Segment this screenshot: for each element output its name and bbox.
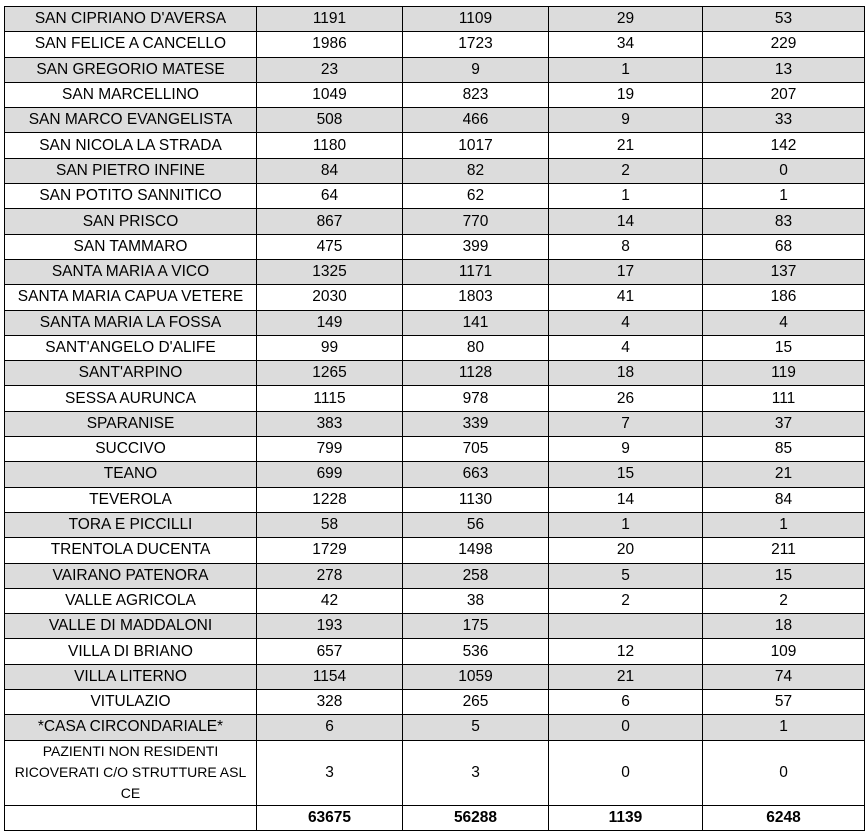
col2-cell: 339 — [403, 411, 549, 436]
municipality-cell: SAN PRISCO — [5, 209, 257, 234]
municipality-cell: VITULAZIO — [5, 690, 257, 715]
col3-cell: 7 — [549, 411, 703, 436]
col3-cell: 0 — [549, 740, 703, 805]
col3-cell: 1 — [549, 57, 703, 82]
table-row — [5, 639, 865, 664]
col3-cell: 8 — [549, 234, 703, 259]
col1-cell: 99 — [257, 335, 403, 360]
col2-cell: 1171 — [403, 259, 549, 284]
col1-cell: 58 — [257, 512, 403, 537]
municipality-cell: SANT'ANGELO D'ALIFE — [5, 335, 257, 360]
col3-cell: 12 — [549, 639, 703, 664]
table-row — [5, 285, 865, 310]
col2-cell: 1128 — [403, 361, 549, 386]
col4-cell: 18 — [703, 614, 865, 639]
col1-cell: 84 — [257, 158, 403, 183]
col1-cell: 1325 — [257, 259, 403, 284]
col4-cell: 1 — [703, 184, 865, 209]
col4-cell: 13 — [703, 57, 865, 82]
col3-cell: 29 — [549, 7, 703, 32]
col3-cell: 5 — [549, 563, 703, 588]
col1-cell: 1191 — [257, 7, 403, 32]
totals-row — [5, 805, 865, 830]
municipality-cell: VAIRANO PATENORA — [5, 563, 257, 588]
col1-cell: 475 — [257, 234, 403, 259]
col2-cell: 38 — [403, 588, 549, 613]
col4-cell: 186 — [703, 285, 865, 310]
col3-cell — [549, 614, 703, 639]
col1-cell: 278 — [257, 563, 403, 588]
col3-cell: 41 — [549, 285, 703, 310]
col4-cell: 109 — [703, 639, 865, 664]
col1-cell: 193 — [257, 614, 403, 639]
municipality-cell: SAN TAMMARO — [5, 234, 257, 259]
table-body — [5, 7, 865, 831]
col2-cell: 705 — [403, 437, 549, 462]
col4-cell: 57 — [703, 690, 865, 715]
municipality-cell: SAN POTITO SANNITICO — [5, 184, 257, 209]
col2-cell: 9 — [403, 57, 549, 82]
col4-cell: 53 — [703, 7, 865, 32]
table-row — [5, 209, 865, 234]
col1-cell: 1265 — [257, 361, 403, 386]
col1-cell: 657 — [257, 639, 403, 664]
totals-col4-cell: 6248 — [703, 805, 865, 830]
col4-cell: 68 — [703, 234, 865, 259]
col4-cell: 2 — [703, 588, 865, 613]
col3-cell: 15 — [549, 462, 703, 487]
municipality-cell: SAN MARCELLINO — [5, 82, 257, 107]
municipality-cell: SANTA MARIA A VICO — [5, 259, 257, 284]
table-row — [5, 563, 865, 588]
municipality-cell: *CASA CIRCONDARIALE* — [5, 715, 257, 740]
col2-cell: 265 — [403, 690, 549, 715]
col2-cell: 1130 — [403, 487, 549, 512]
col4-cell: 137 — [703, 259, 865, 284]
col2-cell: 770 — [403, 209, 549, 234]
municipality-cell: VALLE AGRICOLA — [5, 588, 257, 613]
municipality-cell: SPARANISE — [5, 411, 257, 436]
col4-cell: 207 — [703, 82, 865, 107]
col2-cell: 175 — [403, 614, 549, 639]
col1-cell: 1228 — [257, 487, 403, 512]
col1-cell: 799 — [257, 437, 403, 462]
municipality-cell: TRENTOLA DUCENTA — [5, 538, 257, 563]
col2-cell: 1017 — [403, 133, 549, 158]
totals-col2-cell: 56288 — [403, 805, 549, 830]
municipality-cell: VILLA LITERNO — [5, 664, 257, 689]
municipality-cell: PAZIENTI NON RESIDENTI RICOVERATI C/O STRUTTURE ASL CE — [5, 740, 257, 805]
municipality-cell: VILLA DI BRIANO — [5, 639, 257, 664]
col4-cell: 4 — [703, 310, 865, 335]
col4-cell: 15 — [703, 563, 865, 588]
col4-cell: 85 — [703, 437, 865, 462]
table-row — [5, 715, 865, 740]
table-row — [5, 487, 865, 512]
table-row — [5, 614, 865, 639]
municipality-cell: SAN FELICE A CANCELLO — [5, 32, 257, 57]
col1-cell: 1180 — [257, 133, 403, 158]
col4-cell: 111 — [703, 386, 865, 411]
table-row — [5, 512, 865, 537]
col4-cell: 1 — [703, 715, 865, 740]
col2-cell: 399 — [403, 234, 549, 259]
municipality-cell: SAN CIPRIANO D'AVERSA — [5, 7, 257, 32]
col4-cell: 1 — [703, 512, 865, 537]
data-table — [4, 6, 865, 831]
totals-col3-cell: 1139 — [549, 805, 703, 830]
col3-cell: 6 — [549, 690, 703, 715]
col1-cell: 867 — [257, 209, 403, 234]
col3-cell: 9 — [549, 108, 703, 133]
col4-cell: 74 — [703, 664, 865, 689]
municipality-cell: SANTA MARIA CAPUA VETERE — [5, 285, 257, 310]
col2-cell: 1059 — [403, 664, 549, 689]
col1-cell: 1986 — [257, 32, 403, 57]
col3-cell: 19 — [549, 82, 703, 107]
col1-cell: 1729 — [257, 538, 403, 563]
col2-cell: 978 — [403, 386, 549, 411]
table-row — [5, 538, 865, 563]
municipality-cell: TEVEROLA — [5, 487, 257, 512]
col1-cell: 328 — [257, 690, 403, 715]
col3-cell: 9 — [549, 437, 703, 462]
table-row — [5, 411, 865, 436]
col3-cell: 20 — [549, 538, 703, 563]
col2-cell: 466 — [403, 108, 549, 133]
col2-cell: 3 — [403, 740, 549, 805]
municipality-cell: SAN NICOLA LA STRADA — [5, 133, 257, 158]
table-row — [5, 664, 865, 689]
table-row — [5, 259, 865, 284]
municipality-cell: TEANO — [5, 462, 257, 487]
col2-cell: 56 — [403, 512, 549, 537]
col4-cell: 0 — [703, 158, 865, 183]
col4-cell: 0 — [703, 740, 865, 805]
col1-cell: 64 — [257, 184, 403, 209]
col1-cell: 383 — [257, 411, 403, 436]
col3-cell: 2 — [549, 158, 703, 183]
col2-cell: 1803 — [403, 285, 549, 310]
col2-cell: 823 — [403, 82, 549, 107]
col2-cell: 536 — [403, 639, 549, 664]
col4-cell: 15 — [703, 335, 865, 360]
municipality-cell: SAN MARCO EVANGELISTA — [5, 108, 257, 133]
municipality-cell: VALLE DI MADDALONI — [5, 614, 257, 639]
col4-cell: 33 — [703, 108, 865, 133]
col2-cell: 82 — [403, 158, 549, 183]
col3-cell: 1 — [549, 512, 703, 537]
col3-cell: 34 — [549, 32, 703, 57]
col3-cell: 1 — [549, 184, 703, 209]
totals-col1-cell: 63675 — [257, 805, 403, 830]
municipality-cell: SUCCIVO — [5, 437, 257, 462]
col1-cell: 23 — [257, 57, 403, 82]
table-row — [5, 690, 865, 715]
col1-cell: 508 — [257, 108, 403, 133]
col1-cell: 1049 — [257, 82, 403, 107]
col3-cell: 21 — [549, 664, 703, 689]
municipality-cell: TORA E PICCILLI — [5, 512, 257, 537]
table-row — [5, 740, 865, 805]
col1-cell: 6 — [257, 715, 403, 740]
municipality-cell: SANTA MARIA LA FOSSA — [5, 310, 257, 335]
table-row — [5, 437, 865, 462]
col2-cell: 141 — [403, 310, 549, 335]
table-row — [5, 462, 865, 487]
col4-cell: 84 — [703, 487, 865, 512]
col4-cell: 142 — [703, 133, 865, 158]
table-row — [5, 7, 865, 32]
table-row — [5, 158, 865, 183]
col2-cell: 5 — [403, 715, 549, 740]
municipality-cell: SESSA AURUNCA — [5, 386, 257, 411]
col4-cell: 37 — [703, 411, 865, 436]
col3-cell: 14 — [549, 487, 703, 512]
col1-cell: 2030 — [257, 285, 403, 310]
table-row — [5, 108, 865, 133]
col1-cell: 149 — [257, 310, 403, 335]
col2-cell: 663 — [403, 462, 549, 487]
col3-cell: 0 — [549, 715, 703, 740]
col1-cell: 699 — [257, 462, 403, 487]
col3-cell: 4 — [549, 310, 703, 335]
col1-cell: 1154 — [257, 664, 403, 689]
col2-cell: 80 — [403, 335, 549, 360]
municipality-cell: SAN PIETRO INFINE — [5, 158, 257, 183]
table-row — [5, 361, 865, 386]
col2-cell: 258 — [403, 563, 549, 588]
table-row — [5, 82, 865, 107]
totals-label-cell — [5, 805, 257, 830]
municipality-cell: SAN GREGORIO MATESE — [5, 57, 257, 82]
col2-cell: 1498 — [403, 538, 549, 563]
col4-cell: 83 — [703, 209, 865, 234]
col3-cell: 14 — [549, 209, 703, 234]
col3-cell: 21 — [549, 133, 703, 158]
table-row — [5, 234, 865, 259]
col1-cell: 1115 — [257, 386, 403, 411]
col2-cell: 1109 — [403, 7, 549, 32]
table-row — [5, 335, 865, 360]
col2-cell: 1723 — [403, 32, 549, 57]
col1-cell: 42 — [257, 588, 403, 613]
col4-cell: 21 — [703, 462, 865, 487]
col3-cell: 4 — [549, 335, 703, 360]
table-row — [5, 133, 865, 158]
municipality-cell: SANT'ARPINO — [5, 361, 257, 386]
col4-cell: 119 — [703, 361, 865, 386]
col2-cell: 62 — [403, 184, 549, 209]
col4-cell: 211 — [703, 538, 865, 563]
table-row — [5, 588, 865, 613]
col3-cell: 18 — [549, 361, 703, 386]
col3-cell: 2 — [549, 588, 703, 613]
table-row — [5, 32, 865, 57]
col4-cell: 229 — [703, 32, 865, 57]
table-row — [5, 386, 865, 411]
table-row — [5, 310, 865, 335]
col3-cell: 17 — [549, 259, 703, 284]
table-row — [5, 57, 865, 82]
col3-cell: 26 — [549, 386, 703, 411]
col1-cell: 3 — [257, 740, 403, 805]
table-row — [5, 184, 865, 209]
